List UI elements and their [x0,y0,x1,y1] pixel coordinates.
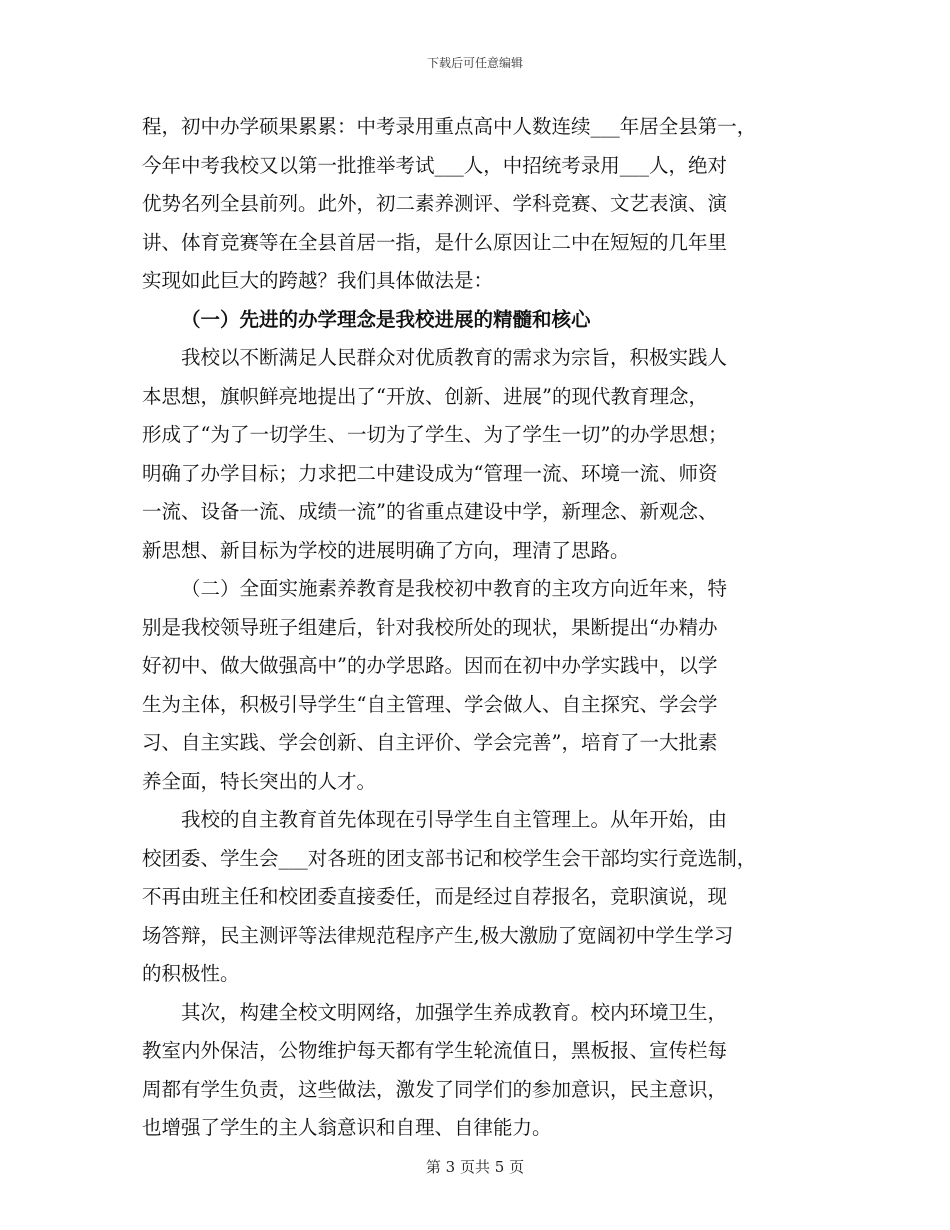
page-footer: 第 3 页共 5 页 [425,1158,525,1176]
text-line: 周都有学生负责，这些做法，激发了同学们的参加意识，民主意识， [142,1077,728,1101]
text-line: 新思想、新目标为学校的进展明确了方向，理清了思路。 [142,538,630,562]
document-body [142,108,810,1148]
text-line: 不再由班主任和校团委直接委任，而是经过自荐报名，竞职演说，现 [142,885,728,908]
section-heading: （一）先进的办学理念是我校进展的精髓和核心 [181,307,591,331]
text-line: 优势名列全县前列。此外，初二素养测评、学科竞赛、文艺表演、演 [142,192,728,215]
text-line: 也增强了学生的主人翁意识和自理、自律能力。 [142,1116,552,1139]
text-line: 其次，构建全校文明网络，加强学生养成教育。校内环境卫生， [181,1000,728,1024]
text-line: 养全面，特长突出的人才。 [142,769,377,793]
text-line: 形成了“为了一切学生、一切为了学生、为了学生一切”的办学思想； [142,423,728,446]
text-line: 我校以不断满足人民群众对优质教育的需求为宗旨，积极实践人 [181,346,728,369]
text-line: 讲、体育竞赛等在全县首居一指，是什么原因让二中在短短的几年里 [142,230,728,254]
text-line: 校团委、学生会___对各班的团支部书记和校学生会干部均实行竞选制， [142,846,757,870]
text-line: 程，初中办学硕果累累：中考录用重点高中人数连续___年居全县第一， [142,115,757,138]
text-line: 别是我校领导班子组建后，针对我校所处的现状，果断提出“办精办 [142,615,718,639]
text-line: 好初中、做大做强高中”的办学思路。因而在初中办学实践中，以学 [142,654,718,677]
text-line: 我校的自主教育首先体现在引导学生自主管理上。从年开始，由 [181,808,728,831]
text-line: （二）全面实施素养教育是我校初中教育的主攻方向近年来，特 [181,577,728,600]
text-line: 实现如此巨大的跨越？我们具体做法是： [142,269,494,292]
text-line: 习、自主实践、学会创新、自主评价、学会完善”，培育了一大批素 [142,731,718,754]
text-line: 今年中考我校又以第一批推举考试___人，中招统考录用___人，绝对 [142,153,728,177]
page-header: 下载后可任意编辑 [426,56,523,70]
text-line: 一流、设备一流、成绩一流”的省重点建设中学，新理念、新观念、 [142,500,718,523]
text-line: 的积极性。 [142,962,240,985]
text-line: 明确了办学目标；力求把二中建设成为“管理一流、环境一流、师资 [142,461,718,485]
text-line: 教室内外保洁，公物维护每天都有学生轮流值日，黑板报、宣传栏每 [142,1039,728,1062]
text-line: 本思想，旗帜鲜亮地提出了“开放、创新、进展”的现代教育理念， [142,384,708,408]
text-line: 场答辩，民主测评等法律规范程序产生,极大激励了宽阔初中学生学习 [142,923,734,947]
text-line: 生为主体，积极引导学生“自主管理、学会做人、自主探究、学会学 [142,692,718,716]
